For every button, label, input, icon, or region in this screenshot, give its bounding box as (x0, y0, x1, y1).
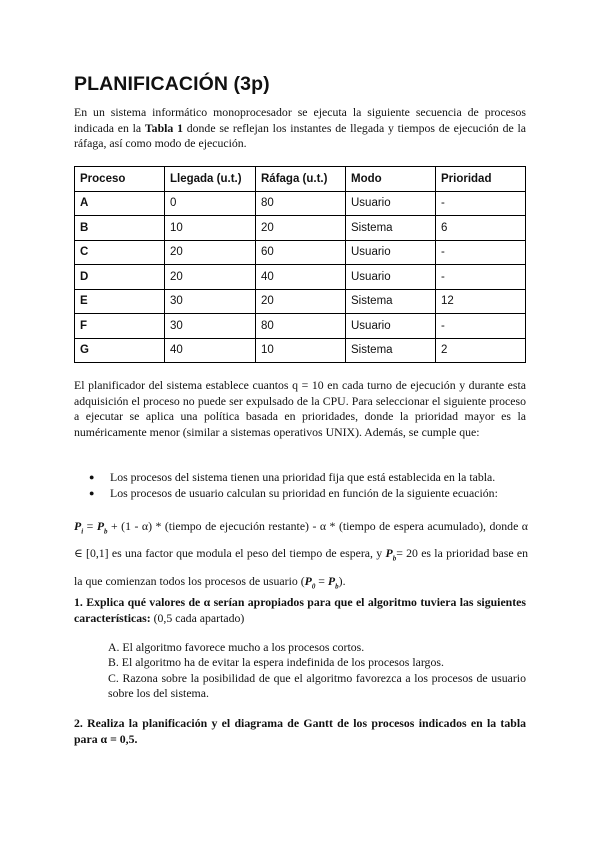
priority-formula: $P_i = P_b + (1 - \alpha)$ * (tiempo de ejecución restante) - α * (tiempo de espera acumulado), donde α ∈ [0,1] es una factor que modula el peso del tiempo de espera, y $P_b= 20$ es la prioridad base en la que comienzan todos los procesos de usuario $(P_0 = P_b)$. (74, 519, 528, 591)
table-header-row (75, 167, 526, 192)
table-row (75, 216, 526, 241)
cell-modo: Usuario (346, 191, 436, 216)
cell-modo: Usuario (346, 265, 436, 290)
cell-rafaga: 60 (256, 240, 346, 265)
cell-proceso: G (75, 338, 165, 363)
cell-prioridad: 2 (436, 338, 526, 363)
table-row (75, 240, 526, 265)
cell-prioridad: 12 (436, 289, 526, 314)
cell-rafaga: 20 (256, 216, 346, 241)
cell-rafaga: 20 (256, 289, 346, 314)
cell-modo: Usuario (346, 240, 436, 265)
table-reference: Tabla 1 (144, 120, 183, 135)
cell-proceso: B (75, 216, 165, 241)
cell-proceso: D (75, 265, 165, 290)
list-item: ● Los procesos del sistema tienen una prioridad fija que está establecida en la tabla. (74, 470, 534, 486)
list-item: A. El algoritmo favorece mucho a los procesos cortos. (108, 640, 365, 654)
cell-proceso: C (75, 240, 165, 265)
list-item: ● Los procesos de usuario calculan su prioridad en función de la siguiente ecuación: (74, 486, 534, 502)
header-llegada: Llegada (u.t.) (165, 167, 256, 192)
cell-llegada: 0 (165, 191, 256, 216)
cell-rafaga: 10 (256, 338, 346, 363)
cell-proceso: F (75, 314, 165, 339)
cell-modo: Sistema (346, 338, 436, 363)
formula-symbol: $P_0$ (304, 573, 316, 591)
intro-text-1: En un sistema informático monoprocesador se ejecuta la siguiente secuencia de procesos indicada en la (74, 105, 526, 135)
table-row (75, 265, 526, 290)
question-1-options (108, 640, 526, 702)
cell-modo: Sistema (346, 289, 436, 314)
formula-symbol: $P_b$ (96, 519, 108, 536)
cell-prioridad: - (436, 240, 526, 265)
cell-modo: Usuario (346, 314, 436, 339)
cell-proceso: A (75, 191, 165, 216)
cell-prioridad: - (436, 265, 526, 290)
formula-symbol: $P_b$ (327, 573, 339, 591)
question-1 (74, 595, 526, 626)
page-title: PLANIFICACIÓN (3p) (74, 73, 270, 95)
question-1-prompt: 1. Explica qué valores de α serían apropiados para que el algoritmo tuviera las siguientes características: (74, 595, 526, 625)
list-item: B. El algoritmo ha de evitar la espera indefinida de los procesos largos. (108, 655, 444, 670)
rules-list (74, 470, 534, 502)
cell-prioridad: - (436, 191, 526, 216)
question-1-points: (0,5 cada apartado) (150, 610, 245, 625)
cell-rafaga: 80 (256, 191, 346, 216)
header-rafaga: Ráfaga (u.t.) (256, 167, 346, 192)
process-table (74, 166, 526, 363)
header-proceso: Proceso (75, 167, 165, 192)
cell-modo: Sistema (346, 216, 436, 241)
cell-rafaga: 40 (256, 265, 346, 290)
scheduler-paragraph: El planificador del sistema establece cuantos q = 10 en cada turno de ejecución y durante esta adquisición el proceso no puede ser expulsado de la CPU. Para seleccionar el siguiente proceso a ejecutar se aplica una política basada en prioridades, donde la prioridad mayor es la numéricamente menor (similar a sistemas operativos UNIX). Además, se cumple que: (74, 378, 526, 439)
list-item: C. Razona sobre la posibilidad de que el algoritmo favorezca a los procesos de usuario sobre los del sistema. (108, 670, 526, 701)
header-prioridad: Prioridad (436, 167, 526, 192)
cell-llegada: 40 (165, 338, 256, 363)
table-row (75, 289, 526, 314)
table-row (75, 191, 526, 216)
cell-llegada: 30 (165, 289, 256, 314)
intro-text-2: donde se reflejan los instantes de llegada y tiempos de ejecución de la ráfaga, así como modo de ejecución. (74, 120, 526, 151)
table-row (75, 338, 526, 363)
cell-prioridad: 6 (436, 216, 526, 241)
header-modo: Modo (346, 167, 436, 192)
intro-paragraph (74, 105, 526, 152)
cell-llegada: 30 (165, 314, 256, 339)
formula-symbol: $P_b$ (385, 546, 397, 563)
question-2-prompt: 2. Realiza la planificación y el diagrama de Gantt de los procesos indicados en la tabla para α = 0,5. (74, 716, 526, 746)
table-row (75, 314, 526, 339)
question-2 (74, 716, 526, 747)
cell-prioridad: - (436, 314, 526, 339)
cell-llegada: 20 (165, 240, 256, 265)
cell-rafaga: 80 (256, 314, 346, 339)
cell-llegada: 20 (165, 265, 256, 290)
formula-symbol: $P_i$ (74, 519, 84, 536)
cell-proceso: E (75, 289, 165, 314)
cell-llegada: 10 (165, 216, 256, 241)
